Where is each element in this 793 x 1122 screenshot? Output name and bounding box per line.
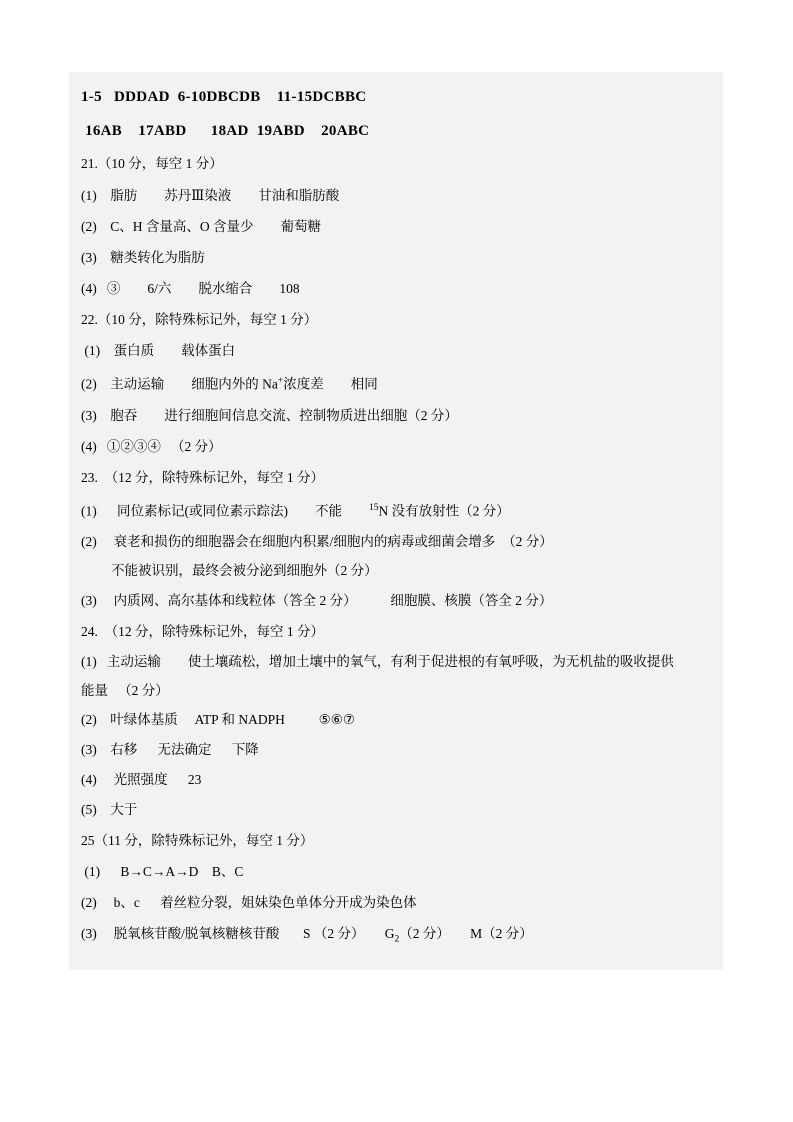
question-21-part-1: (1) 脂肪 苏丹Ⅲ染液 甘油和脂肪酸 xyxy=(81,188,340,203)
question-24-part-1: (1) 主动运输 使土壤疏松，增加土壤中的氧气，有利于促进根的有氧呼吸，为无机盐的吸收提供 xyxy=(81,654,674,669)
question-24-part-1-cont: 能量 （2 分） xyxy=(81,683,169,698)
answer-key-block xyxy=(69,72,723,970)
question-23-part-1: (1) 同位素标记(或同位素示踪法) 不能 $^{15}$N 没有放射性（2 分） xyxy=(81,502,510,518)
question-21-part-4: (4) ③ 6/六 脱水缩合 108 xyxy=(81,281,300,296)
question-23-part-2: (2) 衰老和损伤的细胞器会在细胞内积累/细胞内的病毒或细菌会增多 （2 分） xyxy=(81,534,553,549)
question-25-part-3: (3) 脱氧核苷酸/脱氧核糖核苷酸 S （2 分） $G_2(2$ 分） M（2 分） xyxy=(81,926,533,945)
question-24-part-2: (2) 叶绿体基质 ATP 和 NADPH ⑤⑥⑦ xyxy=(81,712,355,727)
question-22-header: 22.（10 分，除特殊标记外，每空 1 分） xyxy=(81,312,318,327)
question-25-header: 25（11 分，除特殊标记外，每空 1 分） xyxy=(81,833,314,848)
answer-line-1-15: 1-5 DDDAD 6-10DBCDB 11-15DCBBC xyxy=(81,89,367,105)
question-23-header: 23. （12 分，除特殊标记外，每空 1 分） xyxy=(81,469,324,485)
question-24-header: 24. （12 分，除特殊标记外，每空 1 分） xyxy=(81,624,324,639)
question-25-part-2: (2) b、c 着丝粒分裂，姐妹染色单体分开成为染色体 xyxy=(81,895,417,910)
question-22-part-4: (4) ①②③④ （2 分） xyxy=(81,438,222,454)
question-24-part-4: (4) 光照强度 23 xyxy=(81,772,202,787)
question-24-part-3: (3) 右移 无法确定 下降 xyxy=(81,742,259,757)
question-24-part-5: (5) 大于 xyxy=(81,802,138,817)
question-21-part-3: (3) 糖类转化为脂肪 xyxy=(81,250,205,265)
question-22-part-2: (2) 主动运输 细胞内外的 Na+浓度差 相同 xyxy=(81,376,378,392)
question-23-part-3: (3) 内质网、高尔基体和线粒体（答全 2 分） 细胞膜、核膜（答全 2 分） xyxy=(81,593,553,608)
question-25-part-1: (1) B→C→A→D B、C xyxy=(81,864,244,879)
question-21-part-2: (2) C、H 含量高、O 含量少 葡萄糖 xyxy=(81,219,321,234)
question-22-part-3: (3) 胞吞 进行细胞间信息交流、控制物质进出细胞（2 分） xyxy=(81,407,458,423)
question-21-header: 21.（10 分，每空 1 分） xyxy=(81,156,223,171)
answer-line-16-20: 16AB 17ABD 18AD 19ABD 20ABC xyxy=(81,123,370,139)
question-23-part-2-cont: 不能被识别，最终会被分泌到细胞外（2 分） xyxy=(111,563,378,578)
question-22-part-1: (1) 蛋白质 载体蛋白 xyxy=(81,343,236,358)
